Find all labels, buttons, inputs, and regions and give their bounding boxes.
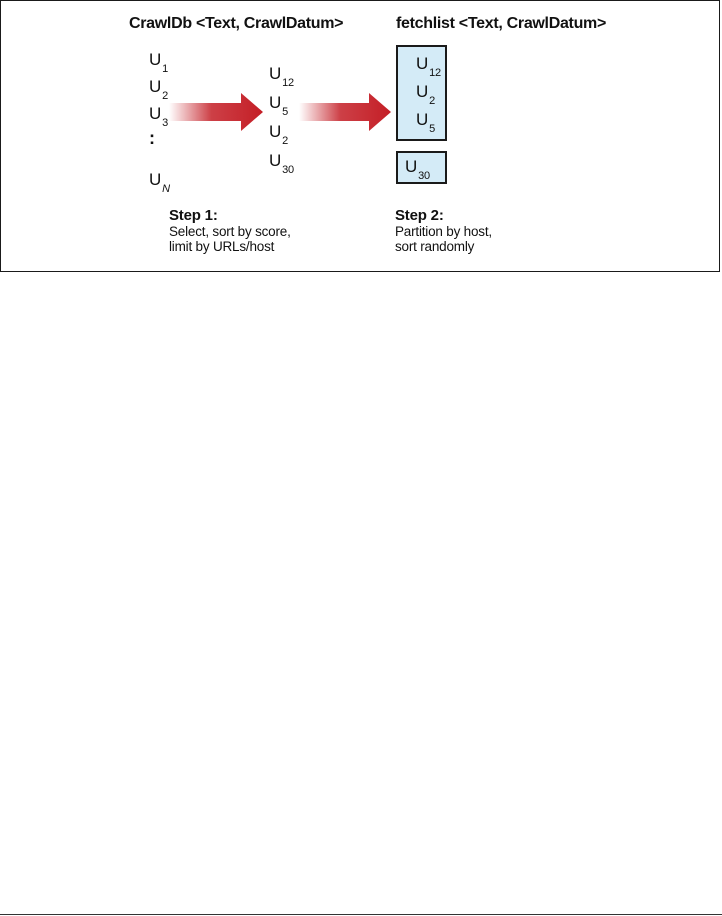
- crawldb-url-2: $U_2$: [149, 77, 168, 102]
- step1-line2: limit by URLs/host: [169, 239, 275, 254]
- partition1-url-1: $U_{12}$: [416, 54, 441, 79]
- partition1-url-2: $U_2$: [416, 82, 435, 107]
- step1-arrow: [169, 93, 263, 131]
- fetchlist-title: fetchlist <Text, CrawlDatum>: [396, 15, 607, 32]
- step2-heading: Step 2:: [395, 207, 444, 224]
- diagram-frame: [0, 0, 720, 272]
- selected-url-2: $U_5$: [269, 93, 288, 118]
- selected-url-4: $U_{30}$: [269, 151, 294, 176]
- selected-url-1: $U_{12}$: [269, 64, 294, 89]
- crawldb-url-n: $U_N$: [149, 170, 170, 195]
- step2-caption: [395, 207, 492, 254]
- selected-url-3: $U_2$: [269, 122, 288, 147]
- partition2-url-1: $U_{30}$: [405, 157, 430, 182]
- crawldb-title: CrawlDb <Text, CrawlDatum>: [129, 15, 344, 32]
- fetchlist-partition-2: [396, 151, 447, 184]
- step2-arrow: [299, 93, 391, 131]
- step1-line1: Select, sort by score,: [169, 224, 291, 239]
- crawldb-url-1: $U_1$: [149, 50, 168, 75]
- fetchlist-partition-1: [396, 45, 447, 141]
- step1-heading: Step 1:: [169, 207, 218, 224]
- ellipsis: :: [149, 128, 155, 148]
- crawldb-url-3: $U_3$: [149, 104, 168, 129]
- step2-line1: Partition by host,: [395, 224, 492, 239]
- page-bottom-rule: [0, 914, 722, 915]
- step2-line2: sort randomly: [395, 239, 475, 254]
- partition1-url-3: $U_5$: [416, 110, 435, 135]
- step1-caption: [169, 207, 291, 254]
